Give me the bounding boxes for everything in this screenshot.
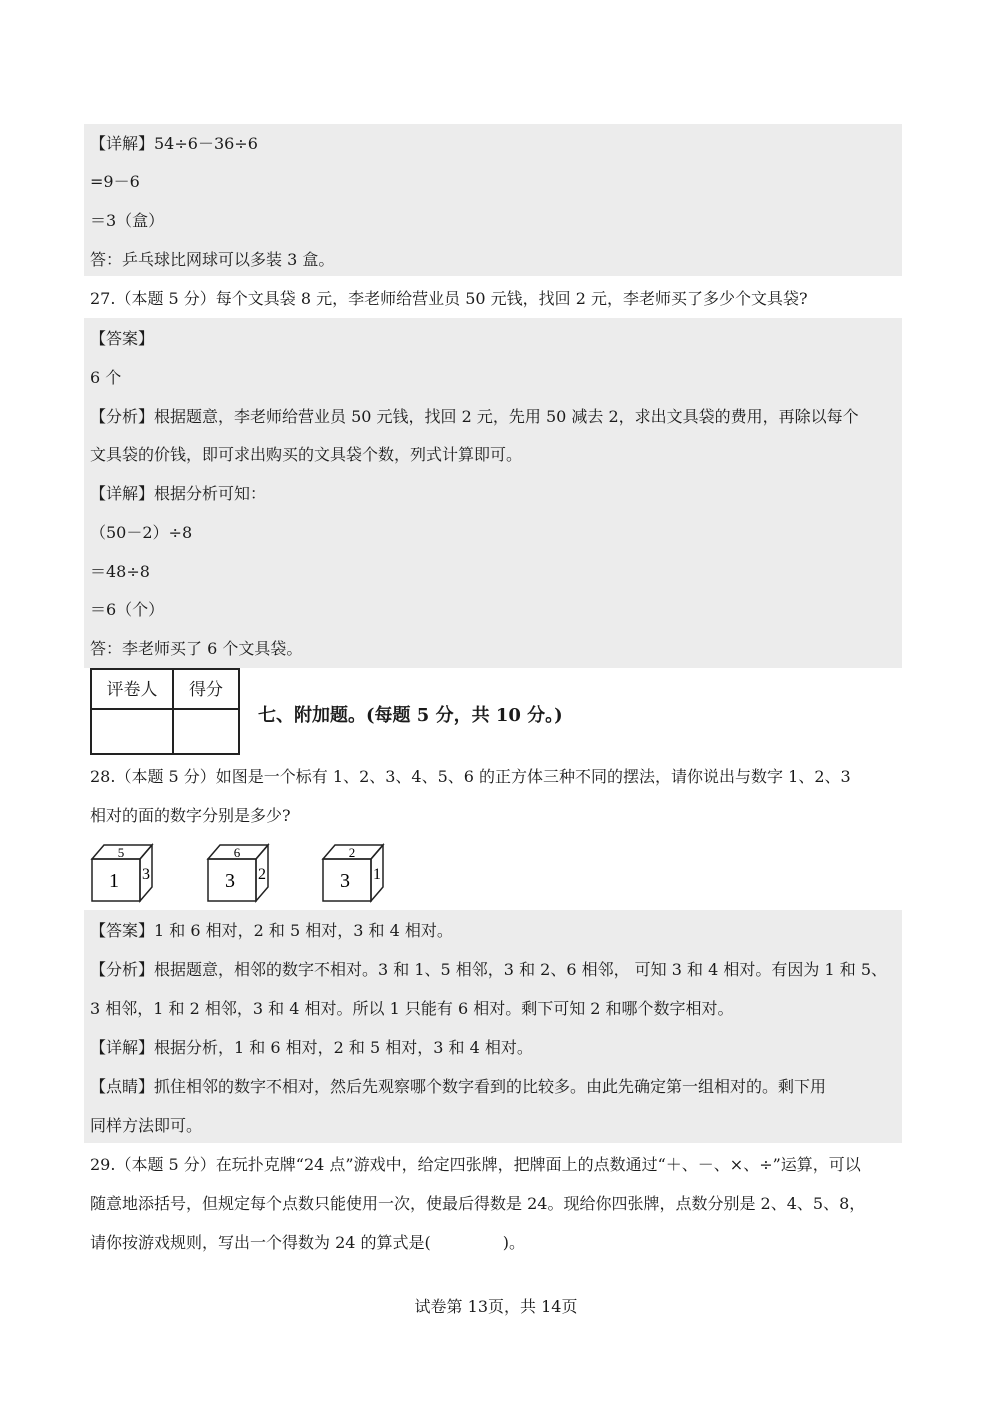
q27-answer-label: 【答案】 <box>90 329 155 348</box>
cube-3-top-number: 2 <box>348 845 356 860</box>
cube-1-side-number: 3 <box>142 866 150 883</box>
q27-answer-sentence: 答：李老师买了 6 个文具袋。 <box>90 639 303 658</box>
score-header: 得分 <box>174 670 238 710</box>
q28-question-line-2: 相对的面的数字分别是多少? <box>90 806 291 825</box>
q27-detail-line-2: （50－2）÷8 <box>90 523 193 542</box>
q27-detail-line-4: ＝6（个） <box>90 600 165 619</box>
cube-1-front-number: 1 <box>109 870 119 892</box>
cube-figure-1 <box>92 843 162 903</box>
q29-prompt: 请你按游戏规则，写出一个得数为 24 的算式是( <box>90 1233 431 1252</box>
cube-figure-3 <box>323 843 393 903</box>
q26-detail-line-1: 【详解】54÷6－36÷6 <box>90 134 258 153</box>
page-footer: 试卷第 13页，共 14页 <box>414 1297 578 1316</box>
score-cell[interactable] <box>174 710 238 753</box>
q27-analysis-line-1: 【分析】根据题意，李老师给营业员 50 元钱，找回 2 元，先用 50 减去 2，求出文具袋的费用，再除以每个 <box>90 407 859 426</box>
cube-figure-2 <box>208 843 278 903</box>
q27-detail-line-3: ＝48÷8 <box>90 562 150 581</box>
q28-analysis-line-2: 3 相邻，1 和 2 相邻，3 和 4 相对。所以 1 只能有 6 相对。剩下可知 2 和哪个数字相对。 <box>90 999 734 1018</box>
q28-analysis-line-1: 【分析】根据题意，相邻的数字不相对。3 和 1、5 相邻，3 和 2、6 相邻， 可知 3 和 4 相对。有因为 1 和 5、 <box>90 960 888 979</box>
q26-detail-line-2: =9－6 <box>90 172 140 191</box>
cube-3-front-number: 3 <box>340 870 350 892</box>
q28-answer: 【答案】1 和 6 相对，2 和 5 相对，3 和 4 相对。 <box>90 921 453 940</box>
q28-tip-line-1: 【点睛】抓住相邻的数字不相对，然后先观察哪个数字看到的比较多。由此先确定第一组相对的。剩下用 <box>90 1077 827 1096</box>
q28-detail: 【详解】根据分析，1 和 6 相对，2 和 5 相对，3 和 4 相对。 <box>90 1038 533 1057</box>
answer-block-q28 <box>84 910 902 1143</box>
score-table <box>90 668 240 755</box>
cube-1-top-number: 5 <box>117 845 125 860</box>
cube-3-side-number: 1 <box>373 866 381 883</box>
q29-close-paren: )。 <box>502 1233 526 1252</box>
q27-question: 27.（本题 5 分）每个文具袋 8 元，李老师给营业员 50 元钱，找回 2 元，李老师买了多少个文具袋? <box>90 289 808 308</box>
section-title: 七、附加题。(每题 5 分，共 10 分。) <box>258 705 563 726</box>
grader-cell[interactable] <box>92 710 174 753</box>
q29-question-line-2: 随意地添括号，但规定每个点数只能使用一次，使最后得数是 24。现给你四张牌，点数分别是 2、4、5、8， <box>90 1194 866 1213</box>
q27-answer: 6 个 <box>90 368 122 387</box>
q27-analysis-line-2: 文具袋的价钱，即可求出购买的文具袋个数，列式计算即可。 <box>90 445 523 464</box>
q26-answer-sentence: 答：乒乓球比网球可以多装 3 盒。 <box>90 250 335 269</box>
q29-question-line-3 <box>90 1232 525 1254</box>
q28-tip-line-2: 同样方法即可。 <box>90 1116 203 1135</box>
cube-2-side-number: 2 <box>258 866 266 883</box>
q27-detail-line-1: 【详解】根据分析可知： <box>90 484 267 503</box>
q26-detail-line-3: ＝3（盒） <box>90 211 165 230</box>
q28-question-line-1: 28.（本题 5 分）如图是一个标有 1、2、3、4、5、6 的正方体三种不同的摆法，请你说出与数字 1、2、3 <box>90 767 851 786</box>
cube-2-top-number: 6 <box>233 845 241 860</box>
q29-question-line-1: 29.（本题 5 分）在玩扑克牌“24 点”游戏中，给定四张牌，把牌面上的点数通过“＋、－、×、÷”运算，可以 <box>90 1155 861 1174</box>
grader-header: 评卷人 <box>92 670 174 710</box>
cube-2-front-number: 3 <box>225 870 235 892</box>
